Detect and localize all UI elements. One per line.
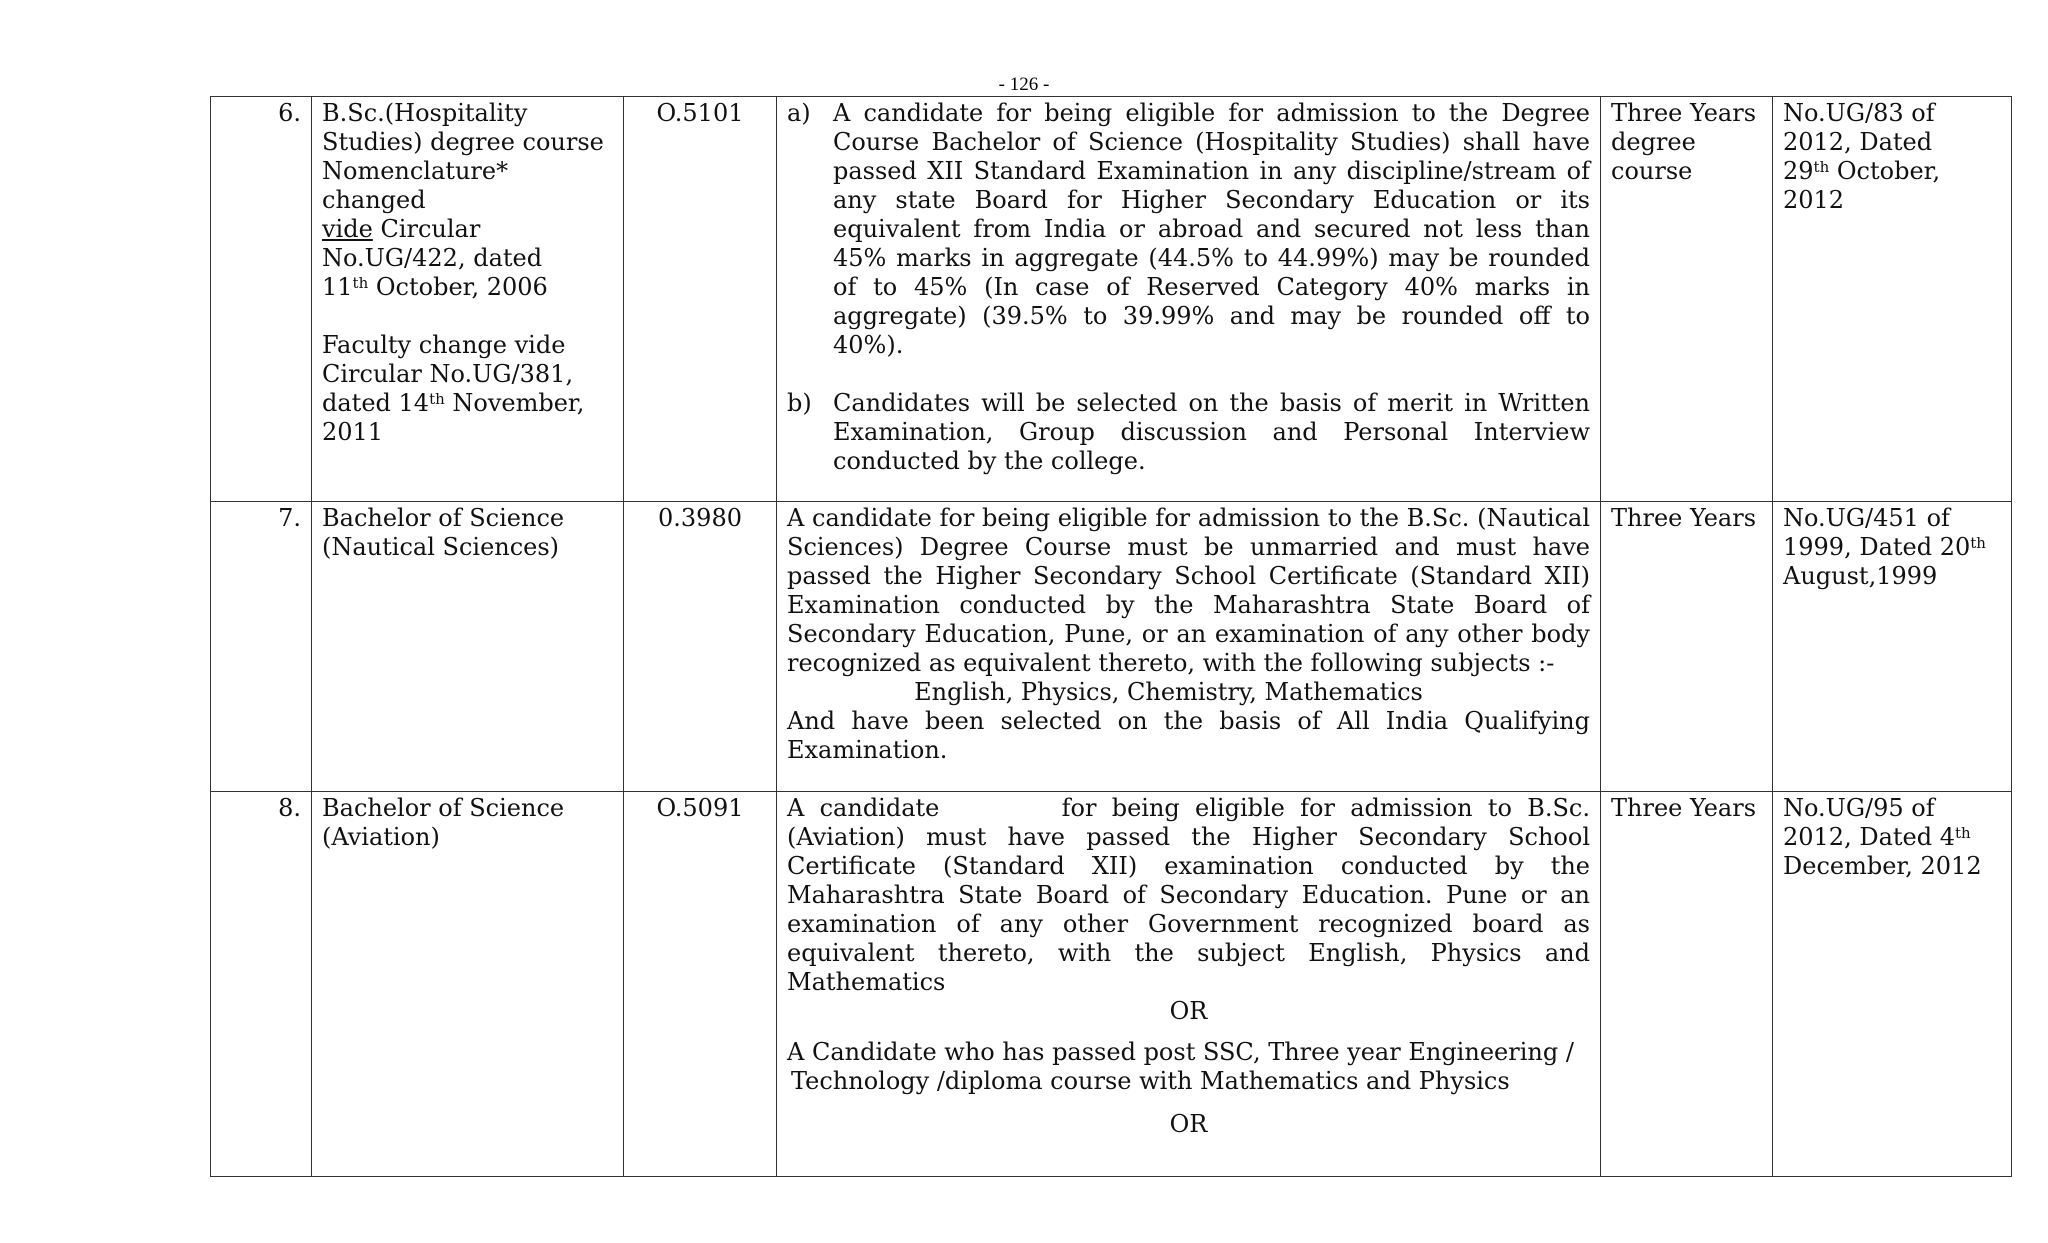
- reference-line-part: October,: [1829, 157, 1941, 185]
- item-label: b): [787, 389, 812, 417]
- duration-line: Three Years: [1611, 794, 1757, 822]
- reference-line: No.UG/451 of: [1783, 504, 1950, 532]
- course-line: Studies) degree course: [322, 128, 604, 156]
- reference-line: No.UG/83 of: [1783, 99, 1935, 127]
- duration-cell: [1601, 792, 1773, 1177]
- reference-line: [1783, 533, 2001, 562]
- course-name: [312, 502, 624, 792]
- duration-cell: [1601, 502, 1773, 792]
- course-line: Nomenclature* changed: [322, 157, 509, 214]
- course-line: (Nautical Sciences): [322, 533, 560, 561]
- eligibility-table: [210, 96, 2012, 1177]
- course-line: B.Sc.(Hospitality: [322, 99, 528, 127]
- course-line: No.UG/422, dated: [322, 244, 543, 272]
- reference-line-part: 29: [1783, 157, 1814, 185]
- reference-line: [1783, 823, 2001, 852]
- duration-cell: [1601, 97, 1773, 502]
- duration-line: course: [1611, 157, 1693, 185]
- reference-line-part: 1999, Dated 20: [1783, 533, 1971, 561]
- eligibility-item-b: [787, 389, 1590, 476]
- superscript: th: [352, 274, 369, 292]
- reference-cell: [1773, 97, 2012, 502]
- eligibility-cell: [777, 502, 1601, 792]
- superscript: th: [1970, 534, 1986, 552]
- course-line-part: 11: [322, 273, 353, 301]
- reference-cell: [1773, 502, 2012, 792]
- reference-line-part: 2012, Dated 4: [1783, 823, 1955, 851]
- faculty-line-part: November,: [444, 389, 585, 417]
- superscript: th: [429, 390, 445, 408]
- course-line: [322, 273, 613, 302]
- or-separator: OR: [1169, 997, 1208, 1025]
- reference-line: 2012, Dated: [1783, 128, 1933, 156]
- reference-line: No.UG/95 of: [1783, 794, 1935, 822]
- course-line-part: Circular: [372, 215, 481, 243]
- eligibility-text: And have been selected on the basis of All India Qualifying Examination.: [787, 707, 1590, 764]
- course-line: Bachelor of Science: [322, 504, 565, 532]
- ordinance-code: O.5101: [624, 97, 777, 502]
- course-line: Bachelor of Science: [322, 794, 565, 822]
- faculty-line: Faculty change vide: [322, 331, 566, 359]
- table-row: [211, 97, 2012, 502]
- course-line: (Aviation): [322, 823, 440, 851]
- eligibility-cell: [777, 97, 1601, 502]
- faculty-line: [322, 389, 613, 418]
- page-number: - 126 -: [998, 74, 1050, 95]
- subjects-list: English, Physics, Chemistry, Mathematics: [914, 678, 1423, 706]
- course-name: [312, 97, 624, 502]
- reference-line: [1783, 157, 2001, 186]
- table-row: [211, 792, 2012, 1177]
- faculty-line-part: dated 14: [322, 389, 430, 417]
- superscript: th: [1813, 158, 1830, 176]
- item-text: Candidates will be selected on the basis of merit in Written Examination, Group discussion and Personal Interview conducted by the college.: [833, 389, 1590, 475]
- ordinance-code: 0.3980: [624, 502, 777, 792]
- superscript: th: [1955, 824, 1971, 842]
- course-line: [322, 215, 613, 244]
- table-row: [211, 502, 2012, 792]
- eligibility-text: A Candidate who has passed post SSC, Three year Engineering /: [787, 1038, 1574, 1066]
- reference-cell: [1773, 792, 2012, 1177]
- duration-line: degree: [1611, 128, 1696, 156]
- reference-line: 2012: [1783, 186, 1845, 214]
- serial-number: 7.: [211, 502, 312, 792]
- duration-line: Three Years: [1611, 99, 1757, 127]
- faculty-line: Circular No.UG/381,: [322, 360, 574, 388]
- eligibility-text: Technology /diploma course with Mathematics and Physics: [791, 1067, 1510, 1095]
- eligibility-text: A candidate for being eligible for admission to the B.Sc. (Nautical Sciences) Degree Course must be unmarried and must have passed the Higher Secondary School Certificate (Standard XII) Examination conducted by the Maharashtra State Board of Secondary Education, Pune, or an examination of any other body recognized as equivalent thereto, with the following subjects :-: [787, 504, 1590, 677]
- ordinance-code: O.5091: [624, 792, 777, 1177]
- eligibility-text: A candidate for being eligible for admission to B.Sc. (Aviation) must have passed the Higher Secondary School Certificate (Standard XII) examination conducted by the Maharashtra State Board of Secondary Education. Pune or an examination of any other Government recognized board as equivalent thereto, with the subject English, Physics and Mathematics: [787, 794, 1598, 996]
- duration-line: Three Years: [1611, 504, 1757, 532]
- reference-line: August,1999: [1783, 562, 1938, 590]
- item-text: A candidate for being eligible for admission to the Degree Course Bachelor of Science (Hospitality Studies) shall have passed XII Standard Examination in any discipline/stream of any state Board for Higher Secondary Education or its equivalent from India or abroad and secured not less than 45% marks in aggregate (44.5% to 44.99%) may be rounded of to 45% (In case of Reserved Category 40% marks in aggregate) (39.5% to 39.99% and may be rounded off to 40%).: [833, 99, 1590, 359]
- reference-line: December, 2012: [1783, 852, 1982, 880]
- eligibility-cell: [777, 792, 1601, 1177]
- eligibility-item-a: [787, 99, 1590, 360]
- vide-text: vide: [322, 215, 373, 243]
- or-separator: OR: [1169, 1110, 1208, 1138]
- course-name: [312, 792, 624, 1177]
- item-label: a): [787, 99, 811, 127]
- serial-number: 6.: [211, 97, 312, 502]
- course-line-part: October, 2006: [368, 273, 548, 301]
- faculty-line: 2011: [322, 418, 384, 446]
- serial-number: 8.: [211, 792, 312, 1177]
